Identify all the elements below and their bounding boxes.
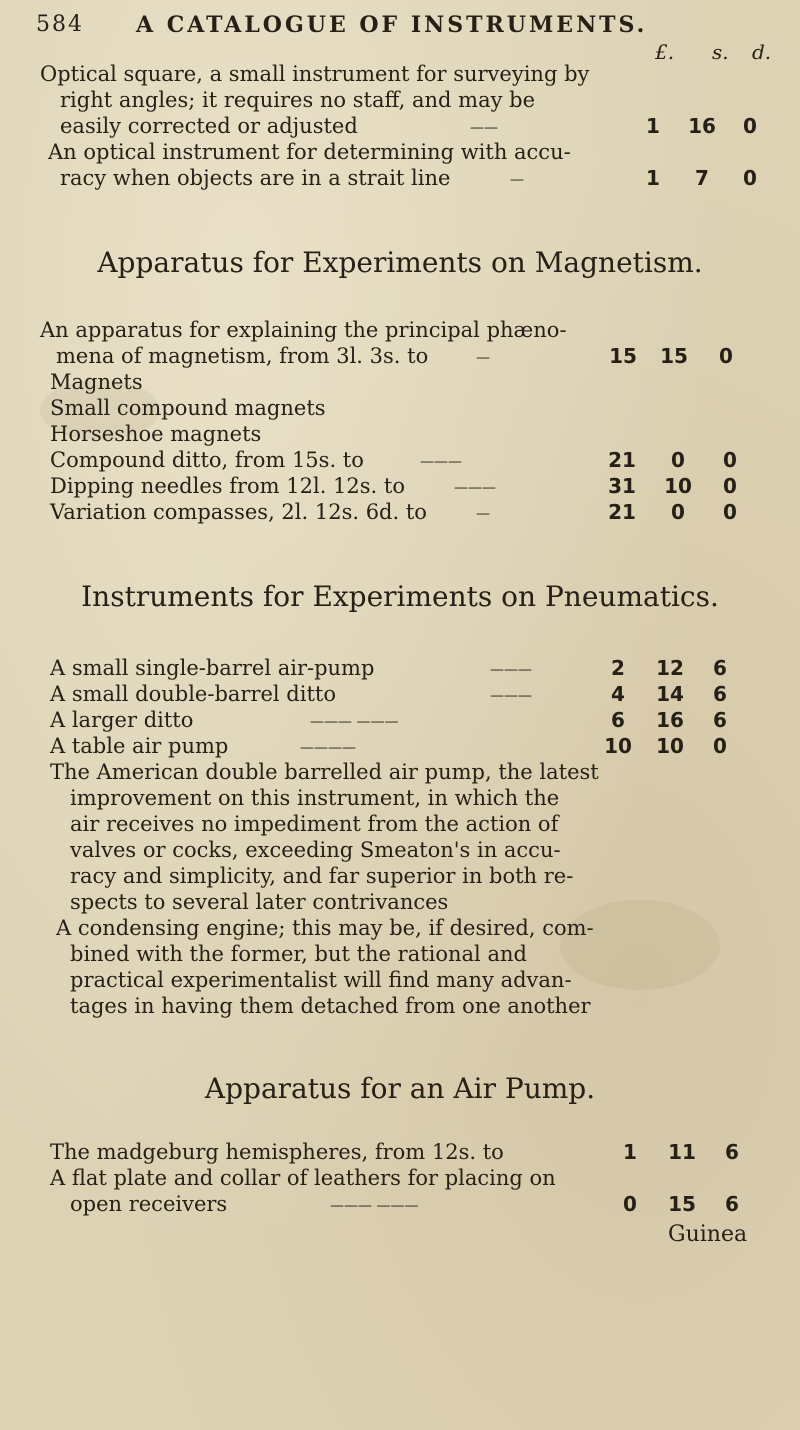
entry-text: practical experimentalist will find many advan-	[70, 968, 572, 992]
section-heading-pneumatics: Instruments for Experiments on Pneumatics.	[81, 580, 719, 613]
page-header	[36, 4, 756, 38]
entry-text: Horseshoe magnets	[50, 422, 262, 446]
catalogue-entry	[50, 370, 750, 398]
catalogue-entry	[40, 62, 740, 90]
catalogue-entry-continued	[70, 838, 770, 866]
entry-text: A condensing engine; this may be, if desired, com-	[56, 916, 594, 940]
catalogue-entry-continued	[70, 786, 770, 814]
entry-text: Magnets	[50, 370, 143, 394]
entry-text: A small double-barrel ditto	[50, 682, 336, 706]
price-shillings: 12	[656, 656, 684, 680]
entry-text: An optical instrument for determining with accu-	[48, 140, 571, 164]
entry-text: bined with the former, but the rational and	[70, 942, 527, 966]
catalogue-entry-continued	[70, 890, 770, 918]
price-shillings: 11	[668, 1140, 696, 1164]
price-pence: 6	[725, 1140, 739, 1164]
price-shillings: 16	[688, 114, 716, 138]
price-pence: 0	[743, 114, 757, 138]
catalogue-entry-continued	[70, 1192, 770, 1220]
shillings-heading: s.	[712, 40, 729, 64]
page-number: 584	[36, 12, 84, 37]
price-pounds: 15	[609, 344, 637, 368]
catalogue-entry	[50, 682, 750, 710]
entry-text: Dipping needles from 12l. 12s. to	[50, 474, 405, 498]
section-heading-magnetism: Apparatus for Experiments on Magnetism.	[97, 246, 703, 279]
price-pounds: 21	[608, 500, 636, 524]
entry-text: tages in having them detached from one another	[70, 994, 591, 1018]
pounds-heading: £.	[655, 40, 675, 64]
catalogue-entry-continued	[70, 942, 770, 970]
entry-text: mena of magnetism, from 3l. 3s. to	[56, 344, 429, 368]
catalogue-entry	[50, 656, 750, 684]
catalogue-entry	[50, 396, 750, 424]
catalogue-entry-continued	[60, 166, 760, 194]
leader-dash: ——— ———	[330, 1198, 419, 1214]
entry-text: An apparatus for explaining the principal phæno-	[40, 318, 567, 342]
entry-text: A table air pump	[50, 734, 229, 758]
entry-text: spects to several later contrivances	[70, 890, 449, 914]
catalogue-entry	[56, 916, 756, 944]
entry-text: improvement on this instrument, in which the	[70, 786, 560, 810]
catalogue-entry-continued	[60, 88, 760, 116]
entry-text: air receives no impediment from the action of	[70, 812, 559, 836]
price-pence: 6	[713, 656, 727, 680]
entry-text: The madgeburg hemispheres, from 12s. to	[50, 1140, 504, 1164]
price-pence: 0	[713, 734, 727, 758]
leader-dash: —	[510, 172, 524, 188]
price-shillings: 7	[695, 166, 709, 190]
entry-text: A flat plate and collar of leathers for placing on	[50, 1166, 556, 1190]
price-pence: 6	[713, 708, 727, 732]
price-pounds: 0	[623, 1192, 637, 1216]
price-pounds: 21	[608, 448, 636, 472]
catalogue-entry	[40, 318, 740, 346]
catalogue-entry	[50, 422, 750, 450]
catalogue-entry	[50, 474, 750, 502]
price-pounds: 6	[611, 708, 625, 732]
leader-dash: —	[476, 350, 490, 366]
price-pounds: 4	[611, 682, 625, 706]
entry-text: open receivers	[70, 1192, 228, 1216]
price-pounds: 1	[646, 166, 660, 190]
entry-text: right angles; it requires no staff, and may be	[60, 88, 536, 112]
page-title: A CATALOGUE OF INSTRUMENTS.	[136, 12, 648, 38]
price-pence: 0	[719, 344, 733, 368]
entry-text: The American double barrelled air pump, the latest	[50, 760, 599, 784]
entry-text: Optical square, a small instrument for surveying by	[40, 62, 590, 86]
leader-dash: ———	[454, 480, 496, 496]
leader-dash: ——	[470, 120, 498, 136]
price-pounds: 31	[608, 474, 636, 498]
leader-dash: ———	[490, 688, 532, 704]
price-pence: 6	[713, 682, 727, 706]
entry-text: Small compound magnets	[50, 396, 326, 420]
leader-dash: ———	[490, 662, 532, 678]
price-shillings: 0	[671, 448, 685, 472]
entry-text: racy and simplicity, and far superior in both re-	[70, 864, 574, 888]
entry-text: A small single-barrel air-pump	[50, 656, 375, 680]
catalogue-entry-continued	[70, 812, 770, 840]
leader-dash: ——— ———	[310, 714, 399, 730]
leader-dash: ———	[420, 454, 462, 470]
entry-text: easily corrected or adjusted	[60, 114, 358, 138]
catalogue-entry	[48, 140, 748, 168]
pence-heading: d.	[752, 40, 772, 64]
entry-text: Compound ditto, from 15s. to	[50, 448, 364, 472]
catalogue-entry	[50, 760, 750, 788]
price-shillings: 15	[660, 344, 688, 368]
entry-text: A larger ditto	[50, 708, 194, 732]
price-shillings: 0	[671, 500, 685, 524]
section-heading-air-pump: Apparatus for an Air Pump.	[204, 1072, 596, 1105]
catalogue-entry	[50, 1166, 750, 1194]
catalogue-entry	[50, 708, 750, 736]
price-pence: 0	[723, 500, 737, 524]
catalogue-entry	[50, 500, 750, 528]
price-pence: 0	[743, 166, 757, 190]
catalogue-entry-continued	[70, 968, 770, 996]
entry-text: Variation compasses, 2l. 12s. 6d. to	[50, 500, 427, 524]
price-shillings: 10	[656, 734, 684, 758]
price-pence: 0	[723, 448, 737, 472]
catalogue-entry	[50, 1140, 750, 1168]
price-shillings: 14	[656, 682, 684, 706]
price-pence: 6	[725, 1192, 739, 1216]
guinea-note: Guinea	[668, 1222, 748, 1247]
price-pounds: 1	[646, 114, 660, 138]
price-shillings: 10	[664, 474, 692, 498]
catalogue-entry-continued	[70, 994, 770, 1022]
catalogue-entry-continued	[60, 114, 760, 142]
leader-dash: ————	[300, 740, 356, 756]
leader-dash: —	[476, 506, 490, 522]
catalogue-entry-continued	[56, 344, 756, 372]
price-pounds: 10	[604, 734, 632, 758]
price-shillings: 15	[668, 1192, 696, 1216]
price-pence: 0	[723, 474, 737, 498]
catalogue-entry	[50, 448, 750, 476]
entry-text: valves or cocks, exceeding Smeaton's in accu-	[70, 838, 561, 862]
catalogue-entry	[50, 734, 750, 762]
price-shillings: 16	[656, 708, 684, 732]
entry-text: racy when objects are in a strait line	[60, 166, 451, 190]
price-pounds: 1	[623, 1140, 637, 1164]
catalogue-entry-continued	[70, 864, 770, 892]
price-pounds: 2	[611, 656, 625, 680]
